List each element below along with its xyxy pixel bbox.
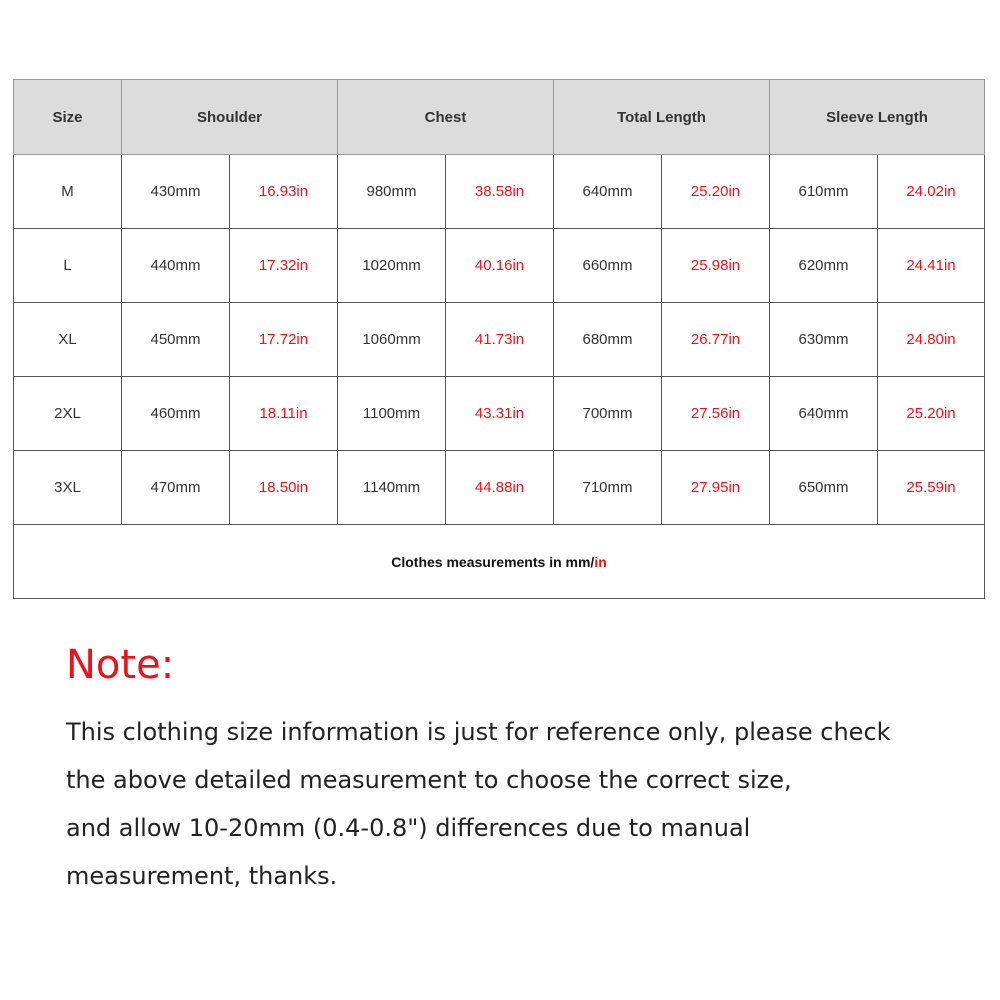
shoulder-mm-cell: 450mm	[122, 303, 230, 377]
size-cell: XL	[14, 303, 122, 377]
size-cell: 3XL	[14, 451, 122, 525]
shoulder-mm-cell: 470mm	[122, 451, 230, 525]
header-chest: Chest	[338, 80, 554, 155]
measurement-unit-caption	[14, 525, 985, 599]
shoulder-in-cell: 17.72in	[230, 303, 338, 377]
shoulder-mm-cell: 460mm	[122, 377, 230, 451]
chest-mm-cell: 980mm	[338, 155, 446, 229]
sleeve-mm-cell: 610mm	[770, 155, 878, 229]
length-in-cell: 27.56in	[662, 377, 770, 451]
sleeve-mm-cell: 620mm	[770, 229, 878, 303]
sleeve-in-cell: 25.59in	[878, 451, 985, 525]
length-mm-cell: 710mm	[554, 451, 662, 525]
shoulder-in-cell: 18.11in	[230, 377, 338, 451]
length-in-cell: 26.77in	[662, 303, 770, 377]
header-shoulder: Shoulder	[122, 80, 338, 155]
chest-mm-cell: 1140mm	[338, 451, 446, 525]
length-mm-cell: 700mm	[554, 377, 662, 451]
sleeve-mm-cell: 630mm	[770, 303, 878, 377]
sleeve-mm-cell: 650mm	[770, 451, 878, 525]
length-in-cell: 25.98in	[662, 229, 770, 303]
table-row	[14, 229, 985, 303]
size-cell: L	[14, 229, 122, 303]
chest-mm-cell: 1020mm	[338, 229, 446, 303]
table-row	[14, 451, 985, 525]
note-line-3: and allow 10-20mm (0.4-0.8") differences due to manual	[66, 814, 751, 842]
caption-inch-unit: in	[594, 553, 607, 570]
sleeve-in-cell: 24.80in	[878, 303, 985, 377]
note-title: Note:	[66, 642, 175, 688]
chest-mm-cell: 1100mm	[338, 377, 446, 451]
chest-in-cell: 44.88in	[446, 451, 554, 525]
chest-in-cell: 40.16in	[446, 229, 554, 303]
size-cell: 2XL	[14, 377, 122, 451]
shoulder-in-cell: 16.93in	[230, 155, 338, 229]
length-mm-cell: 680mm	[554, 303, 662, 377]
note-line-4: measurement, thanks.	[66, 862, 338, 890]
footer-row	[14, 525, 985, 599]
sleeve-in-cell: 24.41in	[878, 229, 985, 303]
note-body	[66, 708, 966, 900]
header-total-length: Total Length	[554, 80, 770, 155]
table-row	[14, 155, 985, 229]
header-row	[14, 80, 985, 155]
chest-in-cell: 43.31in	[446, 377, 554, 451]
size-chart-table	[13, 79, 985, 599]
length-mm-cell: 640mm	[554, 155, 662, 229]
sleeve-mm-cell: 640mm	[770, 377, 878, 451]
size-cell: M	[14, 155, 122, 229]
chest-in-cell: 38.58in	[446, 155, 554, 229]
chest-in-cell: 41.73in	[446, 303, 554, 377]
header-size: Size	[14, 80, 122, 155]
sleeve-in-cell: 24.02in	[878, 155, 985, 229]
note-line-1: This clothing size information is just for reference only, please check	[66, 718, 891, 746]
sleeve-in-cell: 25.20in	[878, 377, 985, 451]
chest-mm-cell: 1060mm	[338, 303, 446, 377]
shoulder-in-cell: 17.32in	[230, 229, 338, 303]
table-row	[14, 377, 985, 451]
length-in-cell: 27.95in	[662, 451, 770, 525]
shoulder-mm-cell: 430mm	[122, 155, 230, 229]
caption-text: Clothes measurements in mm/	[391, 553, 595, 570]
length-mm-cell: 660mm	[554, 229, 662, 303]
shoulder-mm-cell: 440mm	[122, 229, 230, 303]
shoulder-in-cell: 18.50in	[230, 451, 338, 525]
note-line-2: the above detailed measurement to choose the correct size,	[66, 766, 792, 794]
table-row	[14, 303, 985, 377]
header-sleeve-length: Sleeve Length	[770, 80, 985, 155]
length-in-cell: 25.20in	[662, 155, 770, 229]
